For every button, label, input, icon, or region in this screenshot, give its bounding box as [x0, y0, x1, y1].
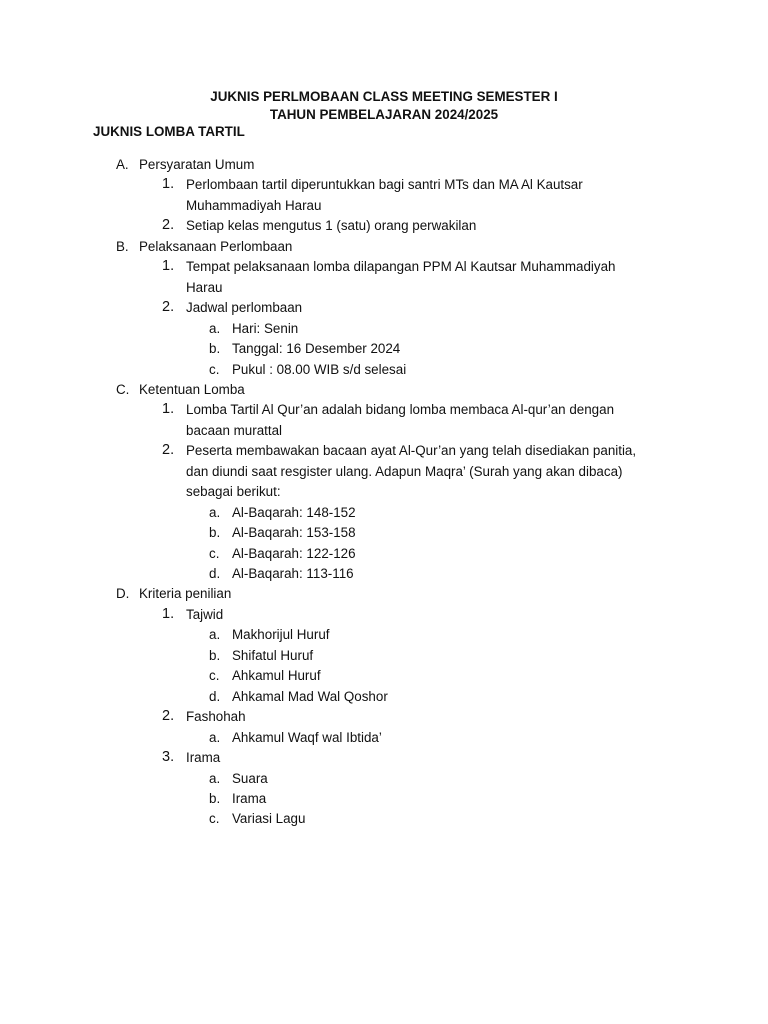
- item-text-line: Fashohah: [186, 709, 246, 725]
- section-marker: B.: [116, 238, 129, 254]
- subitem-letter: b.: [209, 790, 221, 806]
- item-text-line: Harau: [186, 279, 223, 295]
- item-number: 1.: [162, 401, 175, 418]
- section-marker: D.: [116, 586, 130, 602]
- subitem-letter: a.: [209, 770, 221, 786]
- document-title-line1: JUKNIS PERLMOBAAN CLASS MEETING SEMESTER I: [210, 89, 558, 104]
- subitem-letter: d.: [209, 688, 221, 704]
- subitem-text: Ahkamul Huruf: [232, 668, 321, 684]
- item-text-line: bacaan murattal: [186, 422, 283, 438]
- item-text-line: Tajwid: [186, 606, 224, 622]
- section-title: Ketentuan Lomba: [139, 381, 245, 397]
- subitem-text: Al-Baqarah: 122-126: [232, 545, 356, 561]
- item-number: 2.: [162, 708, 175, 725]
- subitem-text: Shifatul Huruf: [232, 647, 314, 663]
- item-number: 1.: [162, 258, 175, 275]
- item-number: 1.: [162, 605, 175, 622]
- item-number: 2.: [162, 217, 175, 234]
- subitem-letter: a.: [209, 729, 221, 745]
- subitem-text: Makhorijul Huruf: [232, 627, 330, 643]
- section-title: Persyaratan Umum: [139, 157, 255, 172]
- subitem-text: Ahkamal Mad Wal Qoshor: [232, 688, 388, 704]
- subitem-letter: b.: [209, 647, 221, 663]
- subitem-letter: d.: [209, 566, 221, 581]
- subitem-letter: c.: [209, 668, 220, 684]
- item-text-line: Tempat pelaksanaan lomba dilapangan PPM Al Kautsar Muhammadiyah: [186, 259, 616, 275]
- section-marker: C.: [116, 381, 130, 397]
- subitem-letter: c.: [209, 361, 220, 377]
- subitem-text: Al-Baqarah: 153-158: [232, 525, 356, 541]
- subitem-text: Hari: Senin: [232, 320, 299, 336]
- subitem-text: Suara: [232, 770, 268, 786]
- subitem-text: Al-Baqarah: 148-152: [232, 504, 356, 520]
- item-text-line: Lomba Tartil Al Qur’an adalah bidang lomba membaca Al-qur’an dengan: [186, 402, 615, 418]
- subitem-letter: a.: [209, 504, 221, 520]
- subitem-text: Irama: [232, 790, 267, 806]
- subitem-text: Al-Baqarah: 113-116: [232, 566, 354, 581]
- section-marker: A.: [116, 157, 129, 172]
- item-number: 3.: [162, 749, 175, 766]
- document-subheading: JUKNIS LOMBA TARTIL: [93, 124, 245, 139]
- subitem-text: Variasi Lagu: [232, 811, 306, 827]
- subitem-text: Tanggal: 16 Desember 2024: [232, 341, 401, 357]
- item-text-line: sebagai berikut:: [186, 484, 281, 500]
- section-title: Kriteria penilian: [139, 586, 232, 602]
- subitem-letter: a.: [209, 627, 221, 643]
- subitem-letter: c.: [209, 811, 220, 827]
- item-number: 2.: [162, 442, 175, 459]
- item-text-line: Peserta membawakan bacaan ayat Al-Qur’an yang telah disediakan panitia,: [186, 443, 637, 459]
- subitem-letter: b.: [209, 341, 221, 357]
- subitem-letter: b.: [209, 525, 221, 541]
- subitem-text: Pukul : 08.00 WIB s/d selesai: [232, 361, 407, 377]
- subitem-letter: a.: [209, 320, 221, 336]
- subitem-text: Ahkamul Waqf wal Ibtida’: [232, 729, 382, 745]
- section-title: Pelaksanaan Perlombaan: [139, 238, 293, 254]
- item-number: 2.: [162, 299, 175, 316]
- item-text-line: Setiap kelas mengutus 1 (satu) orang perwakilan: [186, 218, 477, 234]
- item-text-line: Perlombaan tartil diperuntukkan bagi santri MTs dan MA Al Kautsar: [186, 177, 583, 193]
- item-text-line: Jadwal perlombaan: [186, 300, 303, 316]
- item-text-line: Irama: [186, 750, 221, 766]
- item-text-line: Muhammadiyah Harau: [186, 197, 322, 213]
- document-title-line2: TAHUN PEMBELAJARAN 2024/2025: [269, 107, 499, 122]
- item-number: 1.: [162, 176, 175, 193]
- subitem-letter: c.: [209, 545, 220, 561]
- item-text-line: dan diundi saat resgister ulang. Adapun Maqra’ (Surah yang akan dibaca): [186, 463, 623, 479]
